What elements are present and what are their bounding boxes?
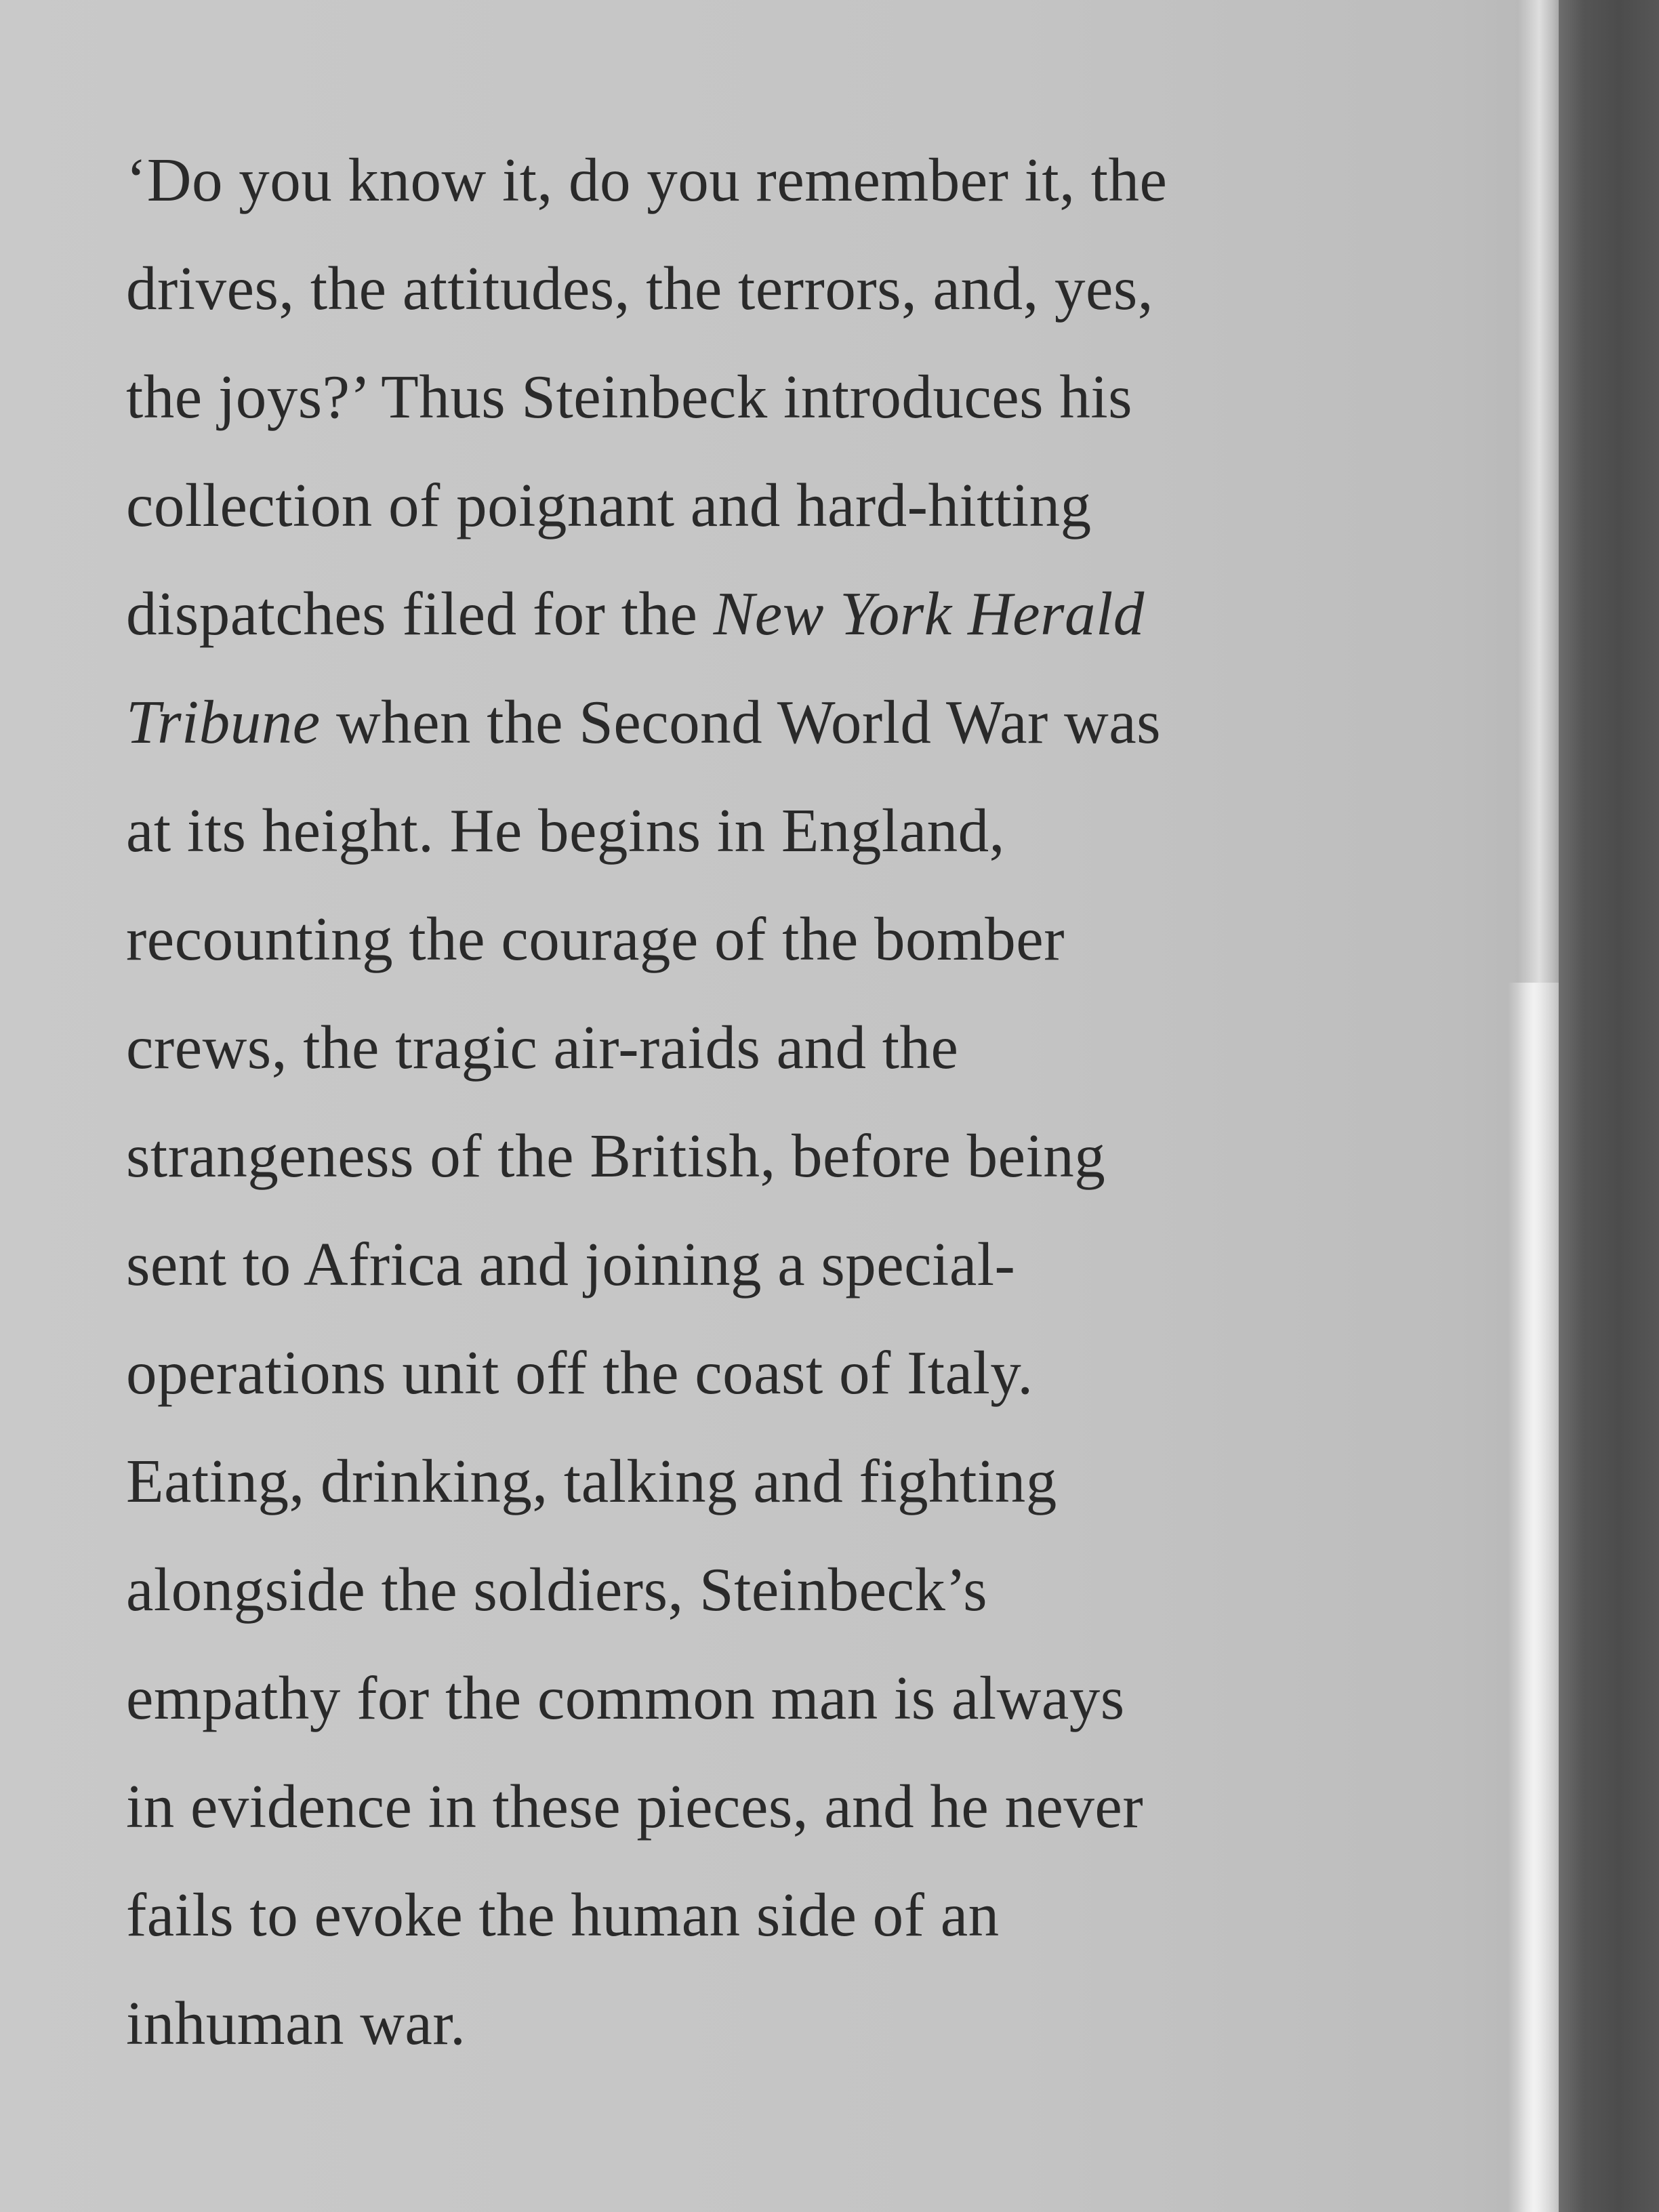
book-spine-shadow [1559, 0, 1659, 2212]
blurb-line: operations unit off the coast of Italy. [126, 1338, 1033, 1407]
blurb-line: crews, the tragic air-raids and the [126, 1013, 959, 1082]
newspaper-title: Tribune [126, 688, 321, 756]
blurb-text [126, 126, 1468, 2078]
blurb-line: empathy for the common man is always [126, 1664, 1125, 1732]
blurb-line: sent to Africa and joining a special- [126, 1230, 1016, 1298]
blurb-line: strangeness of the British, before being [126, 1122, 1106, 1190]
blurb-line: the joys?’ Thus Steinbeck introduces his [126, 363, 1133, 431]
blurb-line: ‘Do you know it, do you remember it, the [126, 146, 1168, 214]
newspaper-title: New York Herald [713, 579, 1145, 648]
blurb-line [126, 668, 1468, 777]
blurb-line: in evidence in these pieces, and he never [126, 1772, 1144, 1841]
blurb-line: drives, the attitudes, the terrors, and, yes, [126, 254, 1154, 323]
blurb-line-text: dispatches filed for the [126, 579, 698, 648]
blurb-line: recounting the courage of the bomber [126, 905, 1065, 973]
blurb-line: inhuman war. [126, 1989, 466, 2057]
blurb-line [126, 560, 1468, 668]
blurb-line: alongside the soldiers, Steinbeck’s [126, 1555, 988, 1624]
blurb-line: fails to evoke the human side of an [126, 1881, 1000, 1949]
blurb-line-text: when the Second World War was [320, 688, 1162, 756]
blurb-line: Eating, drinking, talking and fighting [126, 1447, 1057, 1515]
blurb-line: collection of poignant and hard-hitting [126, 471, 1092, 539]
blurb-line: at its height. He begins in England, [126, 796, 1005, 865]
